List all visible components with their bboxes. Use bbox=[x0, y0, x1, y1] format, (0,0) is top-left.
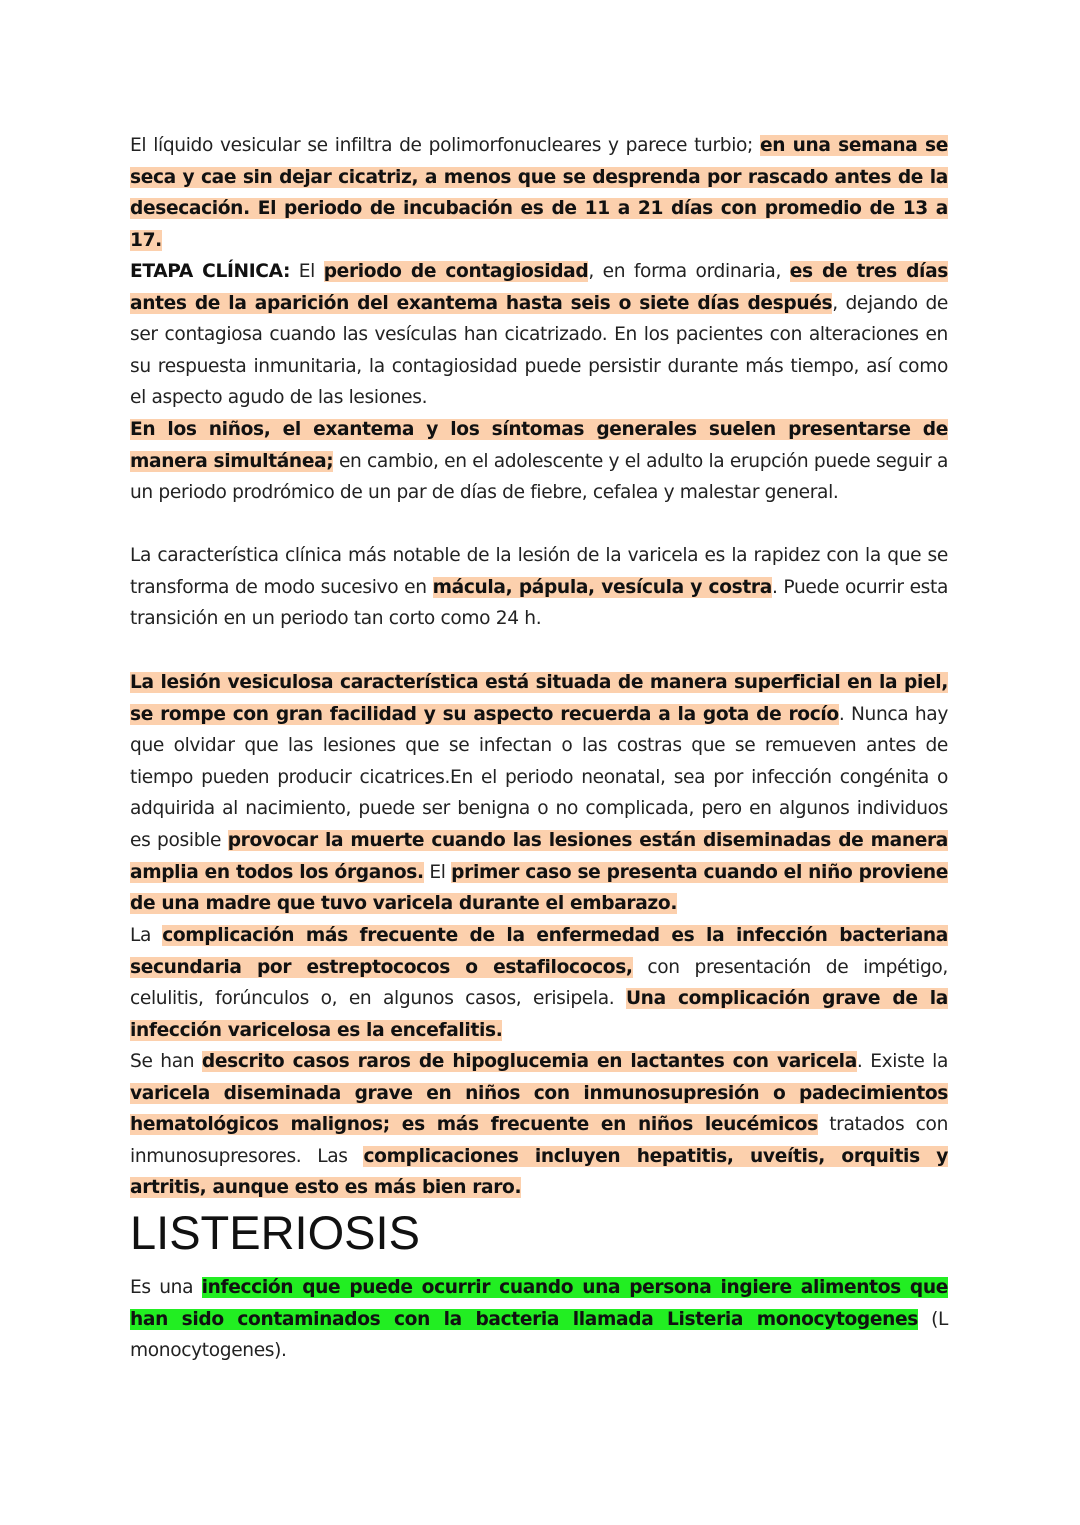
text-span: La bbox=[130, 925, 163, 946]
text-span: . Nunca hay que olvidar que las lesiones que se infectan o las costras que se remueven antes de tiempo pueden producir cicatrices.En el periodo neonatal, sea por infección congénita o adquirida al nacimiento, puede ser benigna o no complicada, pero en algunos individuos es posible bbox=[130, 703, 948, 851]
text-span: El líquido vesicular se infiltra de polimorfonucleares y parece turbio; bbox=[130, 135, 760, 156]
text-span: Se han bbox=[130, 1051, 202, 1072]
paragraph-lesion-characteristics bbox=[130, 540, 948, 635]
text-span: El bbox=[423, 861, 452, 883]
text-span: Es una bbox=[130, 1277, 202, 1298]
paragraph-clinical-stage bbox=[130, 256, 948, 414]
highlight-span: complicaciones incluyen hepatitis, uveítis, orquitis y artritis, aunque esto es más bien raro. bbox=[130, 1145, 949, 1199]
text-span: La característica clínica más notable de la lesión de la varicela es la rapidez con la que se transforma de modo sucesivo en bbox=[130, 545, 948, 598]
text-span: . Existe la bbox=[856, 1051, 949, 1072]
section-label: ETAPA CLÍNICA: bbox=[130, 261, 291, 282]
paragraph-complications bbox=[130, 920, 948, 1046]
highlight-span: Una complicación grave de la infección varicelosa es la encefalitis. bbox=[130, 988, 948, 1041]
paragraph-listeriosis-definition bbox=[130, 1272, 948, 1367]
text-span: con presentación de impétigo, celulitis, forúnculos o, en algunos casos, erisipela. bbox=[130, 956, 948, 1010]
highlight-span: en una semana se seca y cae sin dejar cicatriz, a menos que se desprenda por rascado antes de la desecación. El periodo de incubación es de 11 a 21 días con promedio de 13 a 17. bbox=[130, 135, 948, 251]
text-span: . Puede ocurrir esta transición en un periodo tan corto como 24 h. bbox=[130, 576, 949, 630]
highlight-span: complicación más frecuente de la enfermedad es la infección bacteriana secundaria por estreptococos o estafilococos, bbox=[130, 925, 948, 978]
highlight-span: es de tres días antes de la aparición del exantema hasta seis o siete días después bbox=[130, 261, 948, 314]
section-heading: LISTERIOSIS bbox=[130, 1206, 420, 1259]
text-span: (L monocytogenes). bbox=[130, 1308, 948, 1362]
text-span: en cambio, en el adolescente y el adulto la erupción puede seguir a un periodo prodrómico de un par de días de fiebre, cefalea y malestar general. bbox=[130, 450, 948, 504]
highlight-span: provocar la muerte cuando las lesiones están diseminadas de manera amplia en todos los órganos. bbox=[130, 829, 948, 883]
highlight-green-span: infección que puede ocurrir cuando una persona ingiere alimentos que han sido contaminados con la bacteria llamada Listeria monocytogenes bbox=[130, 1277, 948, 1330]
paragraph-children-symptoms bbox=[130, 414, 948, 509]
highlight-span: varicela diseminada grave en niños con inmunosupresión o padecimientos hematológicos malignos; es más frecuente en niños leucémicos bbox=[130, 1082, 948, 1136]
text-span: tratados con inmunosupresores. Las bbox=[130, 1114, 949, 1167]
text-span: , dejando de ser contagiosa cuando las vesículas han cicatrizado. En los pacientes con alteraciones en su respuesta inmunitaria, la contagiosidad puede persistir durante más tiempo, así como el aspecto agudo de las lesiones. bbox=[130, 292, 948, 409]
highlight-span: En los niños, el exantema y los síntomas generales suelen presentarse de manera simultánea; bbox=[130, 419, 948, 472]
paragraph-vesicular-lesion bbox=[130, 667, 948, 920]
highlight-span: La lesión vesiculosa característica está situada de manera superficial en la piel, se rompe con gran facilidad y su aspecto recuerda a la gota de rocío bbox=[130, 672, 948, 725]
highlight-span: mácula, pápula, vesícula y costra bbox=[432, 576, 772, 598]
highlight-span: descrito casos raros de hipoglucemia en lactantes con varicela bbox=[201, 1051, 857, 1072]
text-span: El bbox=[290, 261, 324, 282]
paragraph-rare-cases bbox=[130, 1046, 948, 1204]
paragraph-vesicular-liquid bbox=[130, 130, 948, 256]
text-span: , en forma ordinaria, bbox=[588, 261, 790, 282]
highlight-span: primer caso se presenta cuando el niño proviene de una madre que tuvo varicela durante el embarazo. bbox=[130, 861, 948, 915]
highlight-span: periodo de contagiosidad bbox=[323, 261, 589, 282]
